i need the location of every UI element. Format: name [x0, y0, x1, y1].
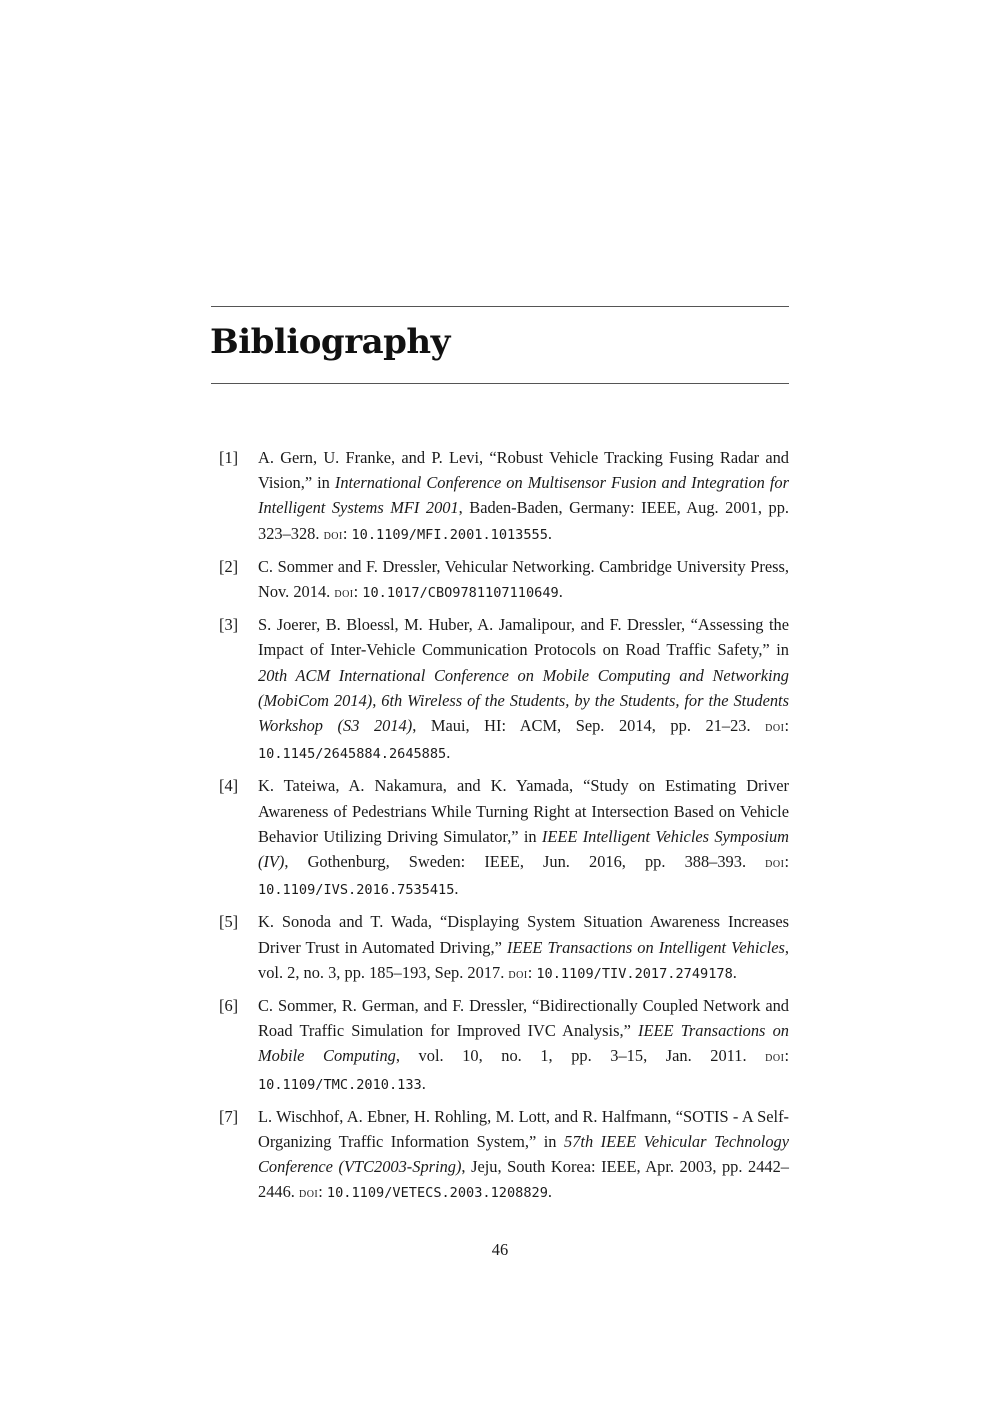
doi-label: doi	[334, 586, 354, 602]
bib-entry: [5] K. Sonoda and T. Wada, “Displaying System Situation Awareness Increases Driver Trust in Automated Driving,” IEEE Transactions on Intelligent Vehicles, vol. 2, no. 3, pp. 185–193, Sep. 2017. doi: 10.1109/TIV.2017.2749178.	[211, 909, 789, 987]
entry-venue: 20th ACM International Conference on Mobile Computing and Networking (MobiCom 2014), 6th Wireless of the Students, by the Students, for the Students Workshop (S3 2014)	[258, 665, 789, 736]
entry-authors-title: S. Joerer, B. Bloessl, M. Huber, A. Jamalipour, and F. Dressler, “Assessing the Impact of Inter-Vehicle Communication Protocols on Road Traffic Safety,” in	[258, 615, 789, 660]
bib-entry: [7] L. Wischhof, A. Ebner, H. Rohling, M. Lott, and R. Halfmann, “SOTIS - A Self-Organizing Traffic Information System,” in 57th IEEE Vehicular Technology Conference (VTC2003-Spring), Jeju, South Korea: IEEE, Apr. 2003, pp. 2442–2446. doi: 10.1109/VETECS.2003.1208829.	[211, 1104, 789, 1207]
entry-number: [1]	[219, 448, 239, 467]
bib-entry: [1] A. Gern, U. Franke, and P. Levi, “Robust Vehicle Tracking Fusing Radar and Vision,” in International Conference on Multisensor Fusion and Integration for Intelligent Systems MFI 2001, Baden-Baden, Germany: IEEE, Aug. 2001, pp. 323–328. doi: 10.1109/MFI.2001.1013555.	[211, 445, 789, 548]
entry-authors-title: C. Sommer, R. German, and F. Dressler, “Bidirectionally Coupled Network and Road Traffic Simulation for Improved IVC Analysis,”	[258, 996, 789, 1041]
doi-link[interactable]: 10.1145/2645884.2645885	[258, 746, 447, 763]
doi-link[interactable]: 10.1109/TMC.2010.133	[258, 1076, 422, 1093]
entry-details: , Jeju, South Korea: IEEE, Apr. 2003, pp. 2442–2446.	[258, 1157, 789, 1202]
bib-entry: [4] K. Tateiwa, A. Nakamura, and K. Yamada, “Study on Estimating Driver Awareness of Pedestrians While Turning Right at Intersection Based on Vehicle Behavior Utilizing Driving Simulator,” in IEEE Intelligent Vehicles Symposium (IV), Gothenburg, Sweden: IEEE, Jun. 2016, pp. 388–393. doi: 10.1109/IVS.2016.7535415.	[211, 773, 789, 903]
bib-entry: [6] C. Sommer, R. German, and F. Dressler, “Bidirectionally Coupled Network and Road Traffic Simulation for Improved IVC Analysis,” IEEE Transactions on Mobile Computing, vol. 10, no. 1, pp. 3–15, Jan. 2011. doi: 10.1109/TMC.2010.133.	[211, 993, 789, 1098]
doi-link[interactable]: 10.1109/IVS.2016.7535415	[258, 882, 455, 899]
entry-details: , Maui, HI: ACM, Sep. 2014, pp. 21–23.	[412, 716, 766, 736]
page-number: 46	[491, 1240, 509, 1259]
bib-entry: [2] C. Sommer and F. Dressler, Vehicular Networking. Cambridge University Press, Nov. 2014. doi: 10.1017/CBO9781107110649.	[211, 554, 789, 606]
top-rule	[211, 306, 789, 307]
entry-details: , vol. 2, no. 3, pp. 185–193, Sep. 2017.	[258, 937, 789, 982]
entry-venue: International Conference on Multisensor Fusion and Integration for Intelligent Systems MFI 2001	[258, 473, 789, 518]
entry-details: , vol. 10, no. 1, pp. 3–15, Jan. 2011.	[395, 1046, 766, 1066]
bibliography-list	[211, 445, 789, 1213]
entry-details: , Baden-Baden, Germany: IEEE, Aug. 2001, pp. 323–328.	[258, 498, 789, 543]
entry-venue: IEEE Intelligent Vehicles Symposium (IV)	[258, 826, 789, 872]
entry-authors-title: L. Wischhof, A. Ebner, H. Rohling, M. Lott, and R. Halfmann, “SOTIS - A Self-Organizing Traffic Information System,” in	[258, 1106, 789, 1152]
entry-venue: IEEE Transactions on Mobile Computing	[258, 1021, 789, 1066]
entry-number: [4]	[219, 776, 239, 796]
entry-number: [7]	[219, 1106, 239, 1126]
entry-number: [6]	[219, 996, 239, 1016]
doi-link[interactable]: 10.1109/MFI.2001.1013555	[351, 526, 548, 543]
entry-venue: IEEE Transactions on Intelligent Vehicles	[506, 937, 785, 957]
entry-authors-title: K. Tateiwa, A. Nakamura, and K. Yamada, “Study on Estimating Driver Awareness of Pedestrians While Turning Right at Intersection Based on Vehicle Behavior Utilizing Driving Simulator,” in	[258, 776, 789, 846]
doi-label: doi	[298, 1186, 319, 1202]
chapter-title: Bibliography	[210, 322, 450, 362]
entry-number: [5]	[219, 912, 239, 932]
entry-authors-title: K. Sonoda and T. Wada, “Displaying System Situation Awareness Increases Driver Trust in Automated Driving,”	[258, 912, 789, 957]
entry-authors-title: C. Sommer and F. Dressler, Vehicular Networking. Cambridge University Press, Nov. 2014.	[258, 556, 789, 602]
entry-number: [2]	[219, 556, 239, 576]
entry-authors-title: A. Gern, U. Franke, and P. Levi, “Robust Vehicle Tracking Fusing Radar and Vision,” in	[258, 448, 789, 493]
doi-label: doi	[765, 1050, 785, 1066]
doi-label: doi	[765, 856, 785, 872]
entry-details: , Gothenburg, Sweden: IEEE, Jun. 2016, pp. 388–393.	[284, 852, 766, 872]
doi-link[interactable]: 10.1109/TIV.2017.2749178	[536, 965, 733, 982]
entry-venue: 57th IEEE Vehicular Technology Conference (VTC2003-Spring)	[258, 1132, 789, 1177]
doi-link[interactable]: 10.1109/VETECS.2003.1208829	[326, 1185, 548, 1202]
doi-link[interactable]: 10.1017/CBO9781107110649	[362, 585, 559, 602]
doi-label: doi	[508, 966, 528, 982]
entry-number: [3]	[219, 615, 239, 635]
doi-label: doi	[765, 720, 785, 736]
bottom-rule	[211, 383, 789, 384]
doi-label: doi	[323, 527, 343, 543]
bib-entry: [3] S. Joerer, B. Bloessl, M. Huber, A. Jamalipour, and F. Dressler, “Assessing the Impact of Inter-Vehicle Communication Protocols on Road Traffic Safety,” in 20th ACM International Conference on Mobile Computing and Networking (MobiCom 2014), 6th Wireless of the Students, by the Students, for the Students Workshop (S3 2014), Maui, HI: ACM, Sep. 2014, pp. 21–23. doi: 10.1145/2645884.2645885.	[211, 612, 789, 767]
